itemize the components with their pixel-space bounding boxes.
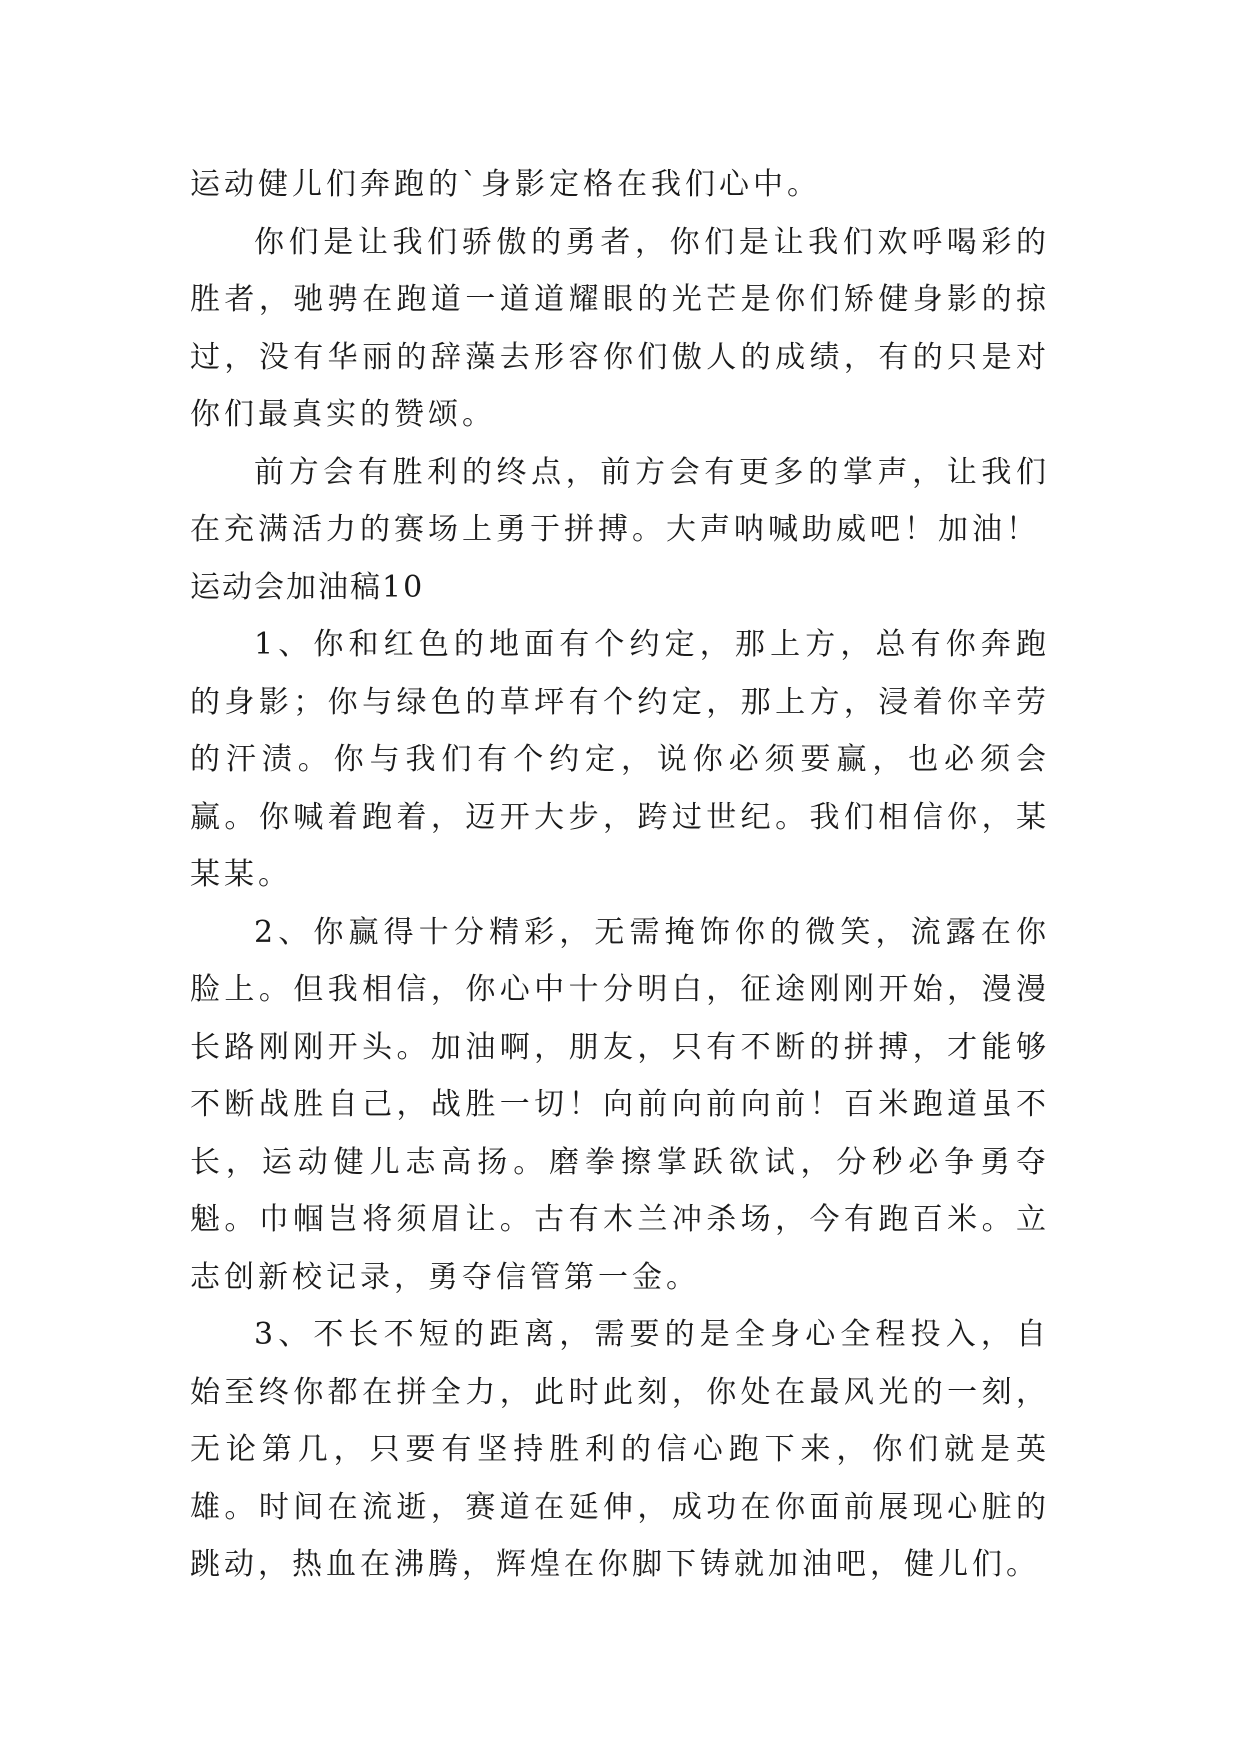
paragraph-continuation: 运动健儿们奔跑的`身影定格在我们心中。 — [190, 167, 821, 202]
paragraph-item-3: 3、不长不短的距离，需要的是全身心全程投入，自始至终你都在拼全力，此时此刻，你处在最风光的一刻，无论第几，只要有坚持胜利的信心跑下来，你们就是英雄。时间在流逝，赛道在延伸，成功在你面前展现心脏的跳动，热血在沸腾，辉煌在你脚下铸就加油吧，健儿们。 — [190, 1317, 1050, 1582]
paragraph-praise: 你们是让我们骄傲的勇者，你们是让我们欢呼喝彩的胜者，驰骋在跑道一道道耀眼的光芒是你们矫健身影的掠过，没有华丽的辞藻去形容你们傲人的成绩，有的只是对你们最真实的赞颂。 — [190, 224, 1050, 432]
paragraph-item-2: 2、你赢得十分精彩，无需掩饰你的微笑，流露在你脸上。但我相信，你心中十分明白，征途刚刚开始，漫漫长路刚刚开头。加油啊，朋友，只有不断的拼搏，才能够不断战胜自己，战胜一切！向前向前向前！百米跑道虽不长，运动健儿志高扬。磨拳擦掌跃欲试，分秒必争勇夺魁。巾帼岂将须眉让。古有木兰冲杀场，今有跑百米。立志创新校记录，勇夺信管第一金。 — [190, 914, 1050, 1295]
paragraph-finish-line: 前方会有胜利的终点，前方会有更多的掌声，让我们在充满活力的赛场上勇于拼搏。大声呐喊助威吧！加油！ — [190, 454, 1050, 547]
section-heading: 运动会加油稿10 — [190, 569, 425, 605]
paragraph-item-1: 1、你和红色的地面有个约定，那上方，总有你奔跑的身影；你与绿色的草坪有个约定，那上方，浸着你辛劳的汗渍。你与我们有个约定，说你必须要赢，也必须会赢。你喊着跑着，迈开大步，跨过世纪。我们相信你，某某某。 — [190, 627, 1050, 892]
document-body — [190, 156, 1050, 1594]
